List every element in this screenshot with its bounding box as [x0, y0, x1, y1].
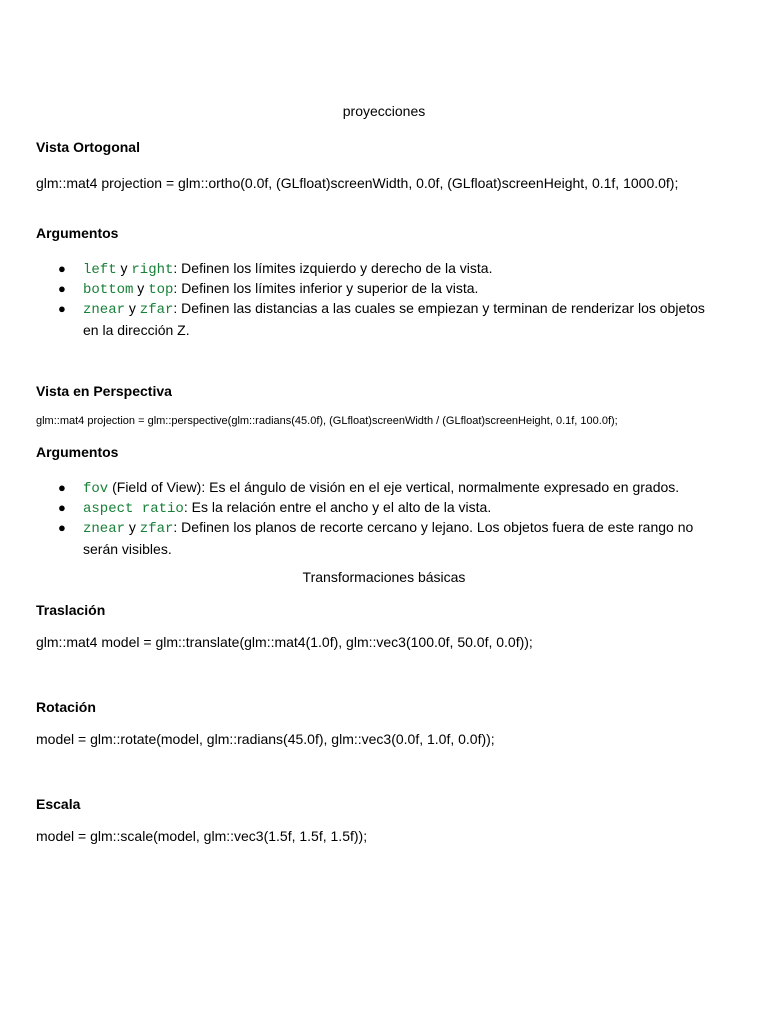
code-term: znear — [83, 302, 126, 318]
list-item — [83, 477, 723, 499]
conjunction: y — [116, 260, 132, 276]
bullet: ● — [58, 261, 66, 276]
item-text: (Field of View): Es el ángulo de visión en el eje vertical, normalmente expresado en grados. — [108, 479, 680, 495]
persp-heading: Vista en Perspectiva — [36, 383, 172, 399]
persp-code: glm::mat4 projection = glm::perspective(glm::radians(45.0f), (GLfloat)screenWidth / (GLfloat)screenHeight, 0.1f, 100.0f); — [36, 415, 618, 427]
list-item — [83, 258, 723, 280]
bullet: ● — [58, 500, 66, 515]
list-item — [83, 298, 723, 340]
code-term: aspect ratio — [83, 501, 184, 517]
code-term: left — [83, 262, 117, 278]
code-term: right — [131, 262, 174, 278]
ortho-heading: Vista Ortogonal — [36, 139, 140, 155]
bullet: ● — [58, 520, 66, 535]
item-text: : Definen los límites izquierdo y derecho de la vista. — [173, 260, 493, 276]
code-term: zfar — [139, 521, 174, 537]
code-term: top — [148, 282, 174, 298]
item-text: : Definen los planos de recorte cercano y lejano. Los objetos fuera de este rango no serán visibles. — [83, 519, 694, 557]
list-item — [83, 278, 723, 300]
rotation-code: model = glm::rotate(model, glm::radians(45.0f), glm::vec3(0.0f, 1.0f, 0.0f)); — [36, 731, 495, 747]
translation-heading: Traslación — [36, 602, 106, 618]
item-text: : Definen los límites inferior y superior de la vista. — [173, 280, 479, 296]
scale-heading: Escala — [36, 796, 81, 812]
ortho-code: glm::mat4 projection = glm::ortho(0.0f, (GLfloat)screenWidth, 0.0f, (GLfloat)screenHeight, 0.1f, 1000.0f); — [36, 175, 679, 191]
bullet: ● — [58, 301, 66, 316]
scale-code: model = glm::scale(model, glm::vec3(1.5f, 1.5f, 1.5f)); — [36, 828, 368, 844]
list-item — [83, 497, 723, 519]
code-term: znear — [83, 521, 126, 537]
code-term: fov — [83, 481, 109, 497]
conjunction: y — [125, 519, 140, 535]
list-item — [83, 517, 723, 559]
bullet: ● — [58, 281, 66, 296]
conjunction: y — [133, 280, 149, 296]
persp-args-heading: Argumentos — [36, 444, 119, 460]
translation-code: glm::mat4 model = glm::translate(glm::mat4(1.0f), glm::vec3(100.0f, 50.0f, 0.0f)); — [36, 634, 533, 650]
code-term: bottom — [83, 282, 134, 298]
ortho-args-heading: Argumentos — [36, 225, 119, 241]
conjunction: y — [125, 300, 140, 316]
page-title: proyecciones — [342, 103, 426, 119]
transforms-title: Transformaciones básicas — [302, 569, 466, 585]
code-term: zfar — [139, 302, 174, 318]
bullet: ● — [58, 480, 66, 495]
rotation-heading: Rotación — [36, 699, 96, 715]
item-text: : Es la relación entre el ancho y el alto de la vista. — [183, 499, 492, 515]
item-text: : Definen las distancias a las cuales se empiezan y terminan de renderizar los objetos en la dirección Z. — [83, 300, 705, 338]
